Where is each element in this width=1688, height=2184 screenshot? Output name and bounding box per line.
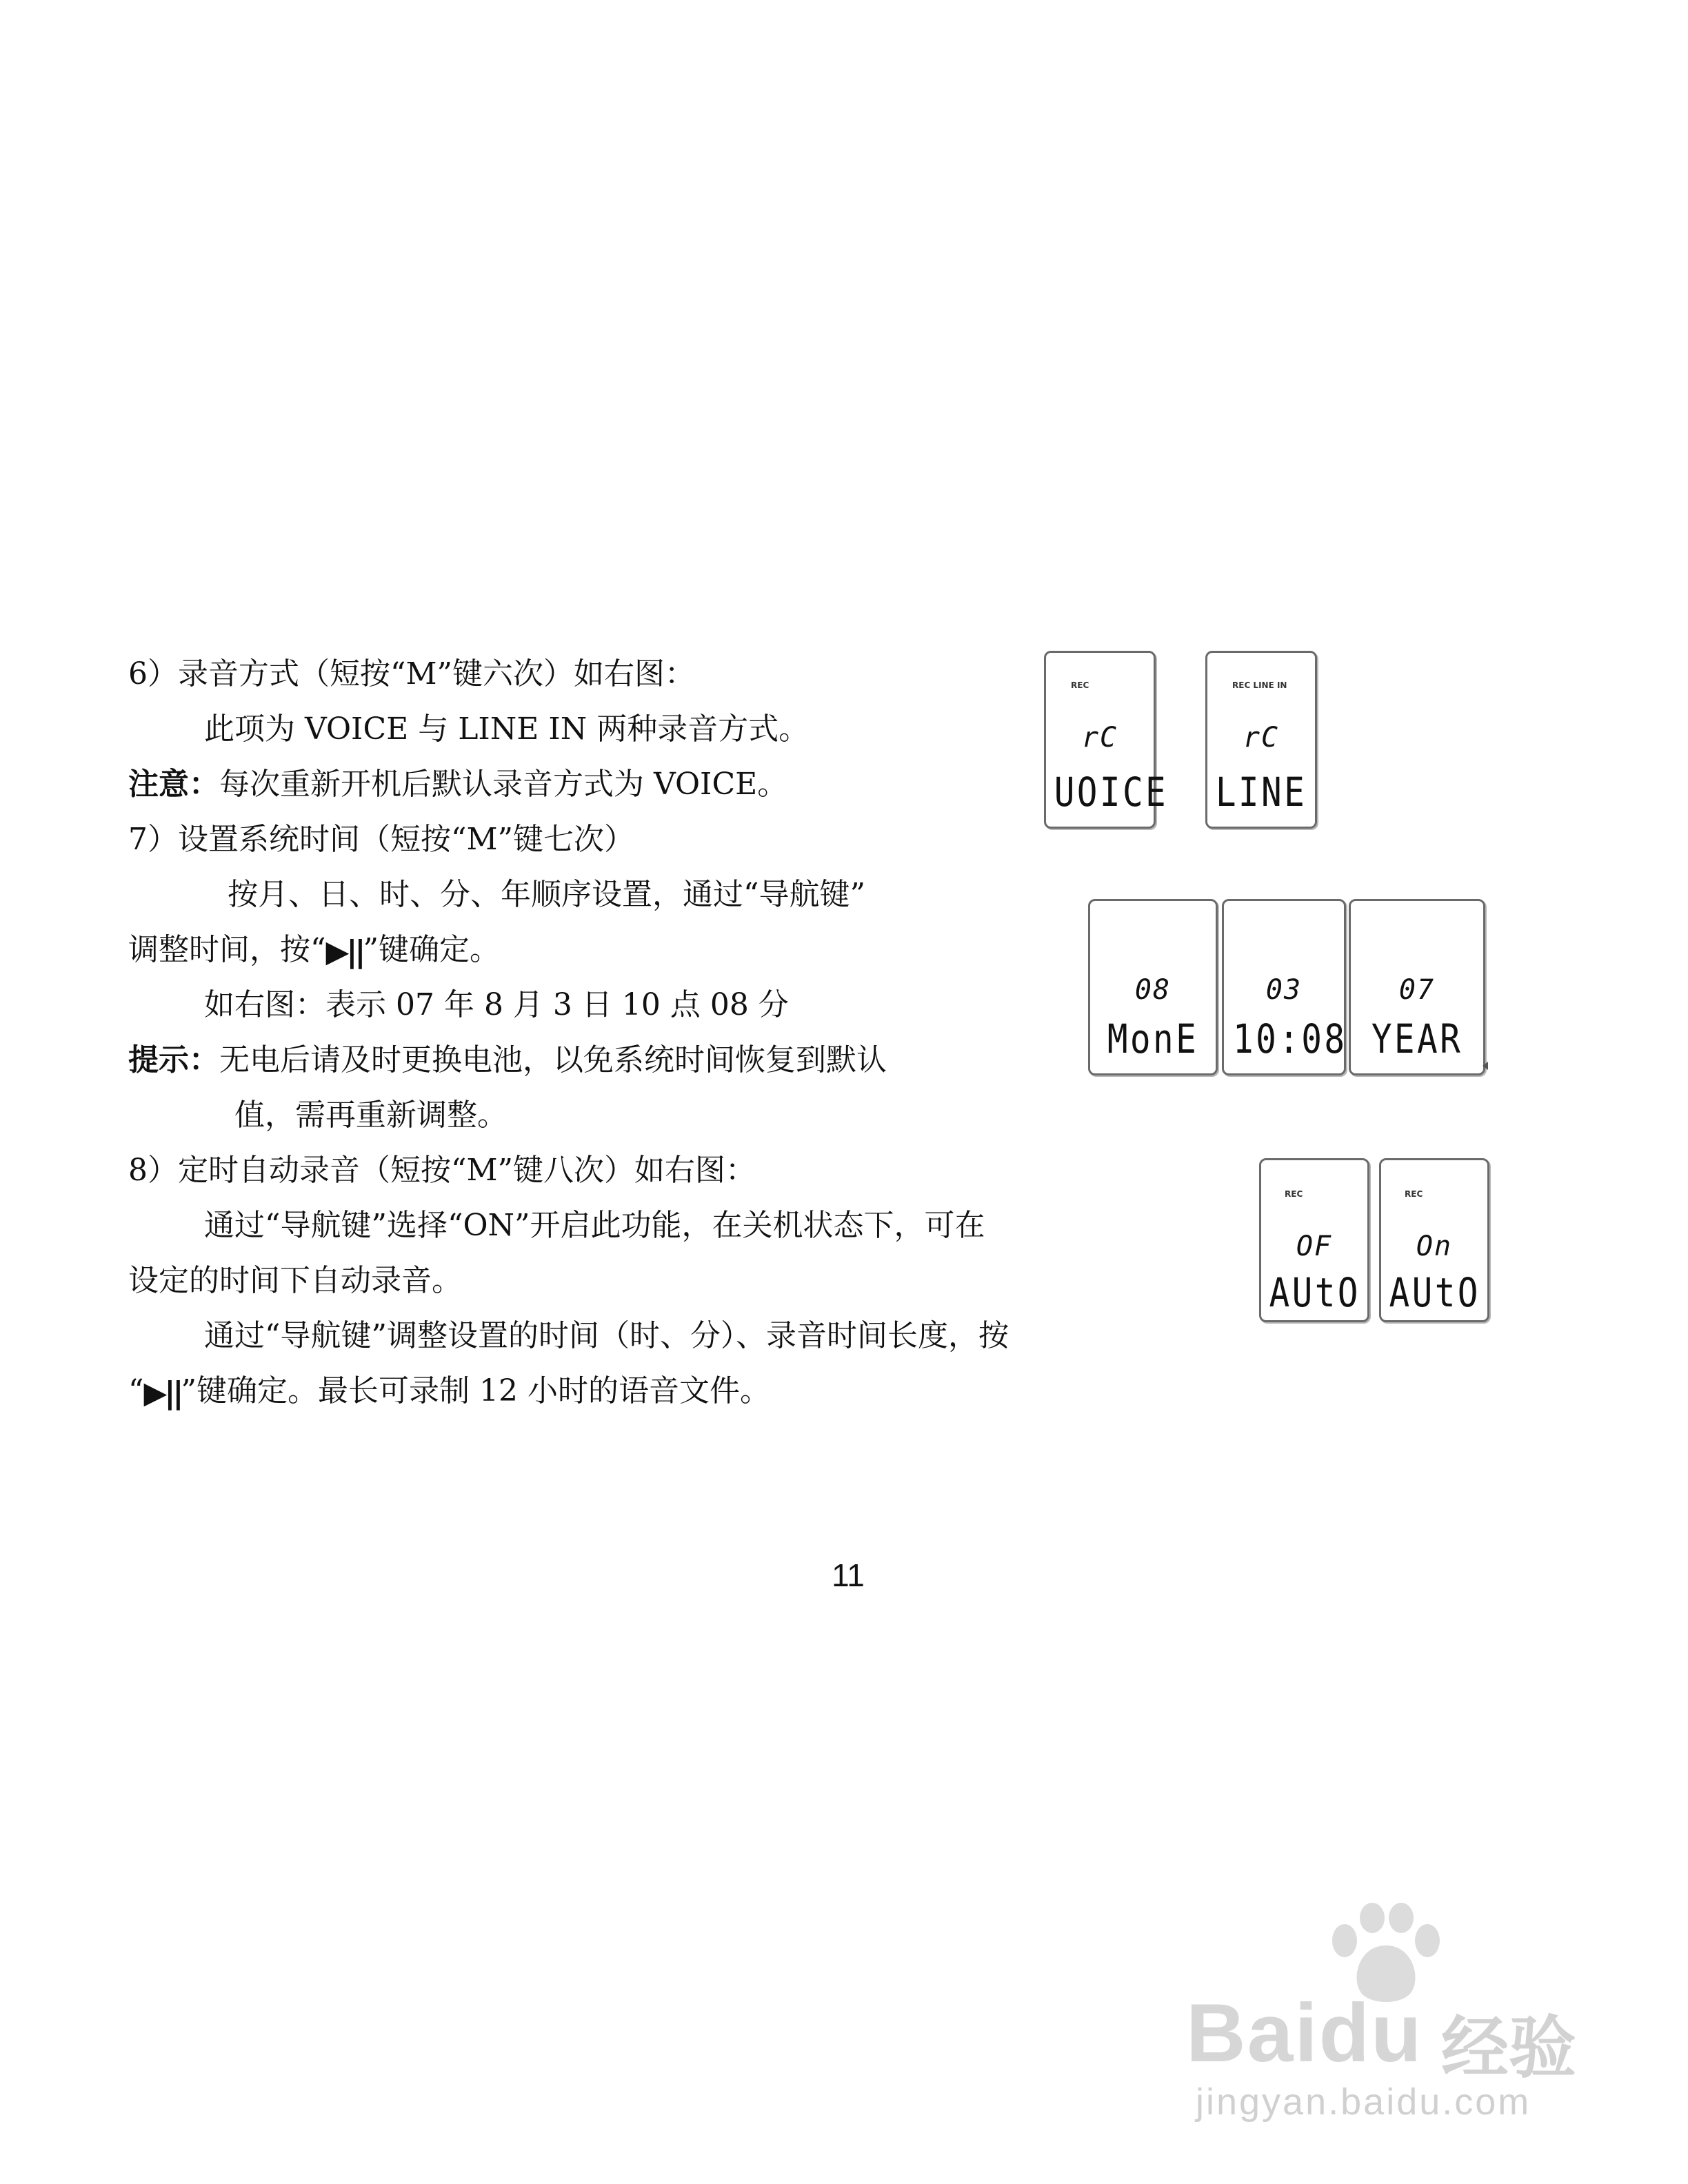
lcd-screen-year bbox=[1349, 899, 1485, 1075]
play-pause-icon: ▶|| bbox=[325, 933, 363, 969]
section6-heading: 6）录音方式（短按“M”键六次）如右图： bbox=[128, 656, 696, 691]
lcd-tag: REC bbox=[1071, 680, 1089, 690]
section7-body-line2 bbox=[128, 931, 500, 971]
lcd-top-text: OF bbox=[1296, 1231, 1333, 1262]
watermark-brand bbox=[1186, 1985, 1423, 2081]
section7-tip-line2: 值，需再重新调整。 bbox=[234, 1098, 508, 1133]
play-pause-icon: ▶|| bbox=[143, 1375, 181, 1410]
body2-line2-post: ”键确定。最长可录制 12 小时的语音文件。 bbox=[181, 1373, 770, 1408]
section7-tip bbox=[128, 1041, 887, 1080]
lcd-tag: REC LINE IN bbox=[1232, 680, 1287, 690]
lcd-bottom-text: UOICE bbox=[1054, 769, 1169, 816]
lcd-screen-month bbox=[1088, 899, 1218, 1075]
note-text: 每次重新开机后默认录音方式为 VOICE。 bbox=[219, 767, 788, 802]
tip-line1: 无电后请及时更换电池，以免系统时间恢复到默认 bbox=[219, 1042, 887, 1078]
lcd-screen-time bbox=[1222, 899, 1346, 1075]
lcd-screen-auto-off bbox=[1259, 1158, 1369, 1322]
note-label: 注意： bbox=[128, 767, 219, 802]
watermark-brand-bai: Bai bbox=[1186, 1987, 1319, 2079]
lcd-top-text: 08 bbox=[1134, 974, 1172, 1006]
lcd-top-text: 07 bbox=[1398, 974, 1436, 1006]
watermark-url: jingyan.baidu.com bbox=[1196, 2081, 1531, 2123]
section8-heading: 8）定时自动录音（短按“M”键八次）如右图： bbox=[128, 1153, 756, 1188]
lcd-tag: REC bbox=[1285, 1189, 1303, 1199]
watermark-brand-du: du bbox=[1318, 1987, 1423, 2079]
section8-body1-line2: 设定的时间下自动录音。 bbox=[128, 1263, 462, 1298]
section7-body-line1: 按月、日、时、分、年顺序设置，通过“导航键” bbox=[228, 877, 865, 912]
section8-body2-line1: 通过“导航键”调整设置的时间（时、分）、录音时间长度，按 bbox=[204, 1318, 1009, 1353]
lcd-top-text: rC bbox=[1243, 722, 1280, 754]
lcd-bottom-text: YEAR bbox=[1371, 1015, 1463, 1062]
lcd-tag: REC bbox=[1405, 1189, 1423, 1199]
lcd-top-text: On bbox=[1416, 1231, 1453, 1262]
section6-body: 此项为 VOICE 与 LINE IN 两种录音方式。 bbox=[204, 711, 810, 747]
lcd-bottom-text: LINE bbox=[1215, 769, 1307, 816]
section8-body1-line1: 通过“导航键”选择“ON”开启此功能，在关机状态下，可在 bbox=[204, 1208, 985, 1243]
lcd-screen-voice bbox=[1044, 651, 1169, 829]
section7-heading: 7）设置系统时间（短按“M”键七次） bbox=[128, 822, 635, 857]
section7-example: 如右图：表示 07 年 8 月 3 日 10 点 08 分 bbox=[204, 987, 789, 1022]
lcd-bottom-text: MonE bbox=[1107, 1015, 1199, 1062]
body-line2-post: ”键确定。 bbox=[363, 932, 500, 967]
watermark-brand-cn: 经验 bbox=[1441, 2009, 1577, 2087]
section6-note bbox=[128, 765, 787, 804]
lcd-top-text: rC bbox=[1081, 722, 1118, 754]
lcd-screen-line-in bbox=[1205, 651, 1317, 829]
lcd-bottom-text: AUtO bbox=[1269, 1269, 1360, 1316]
section8-body2-line2 bbox=[128, 1372, 770, 1413]
body-line2-pre: 调整时间，按“ bbox=[128, 932, 326, 967]
lcd-top-text: 03 bbox=[1265, 974, 1303, 1006]
baidu-jingyan-watermark bbox=[1186, 1889, 1600, 2123]
lcd-bottom-text: AUtO bbox=[1389, 1269, 1480, 1316]
page-number: 11 bbox=[832, 1557, 865, 1593]
lcd-screen-auto-on bbox=[1379, 1158, 1489, 1322]
body2-line2-pre: “ bbox=[128, 1373, 144, 1408]
triangle-marker-icon bbox=[1483, 1062, 1488, 1070]
lcd-bottom-text: 10:08 bbox=[1233, 1015, 1347, 1062]
tip-label: 提示： bbox=[128, 1042, 219, 1078]
